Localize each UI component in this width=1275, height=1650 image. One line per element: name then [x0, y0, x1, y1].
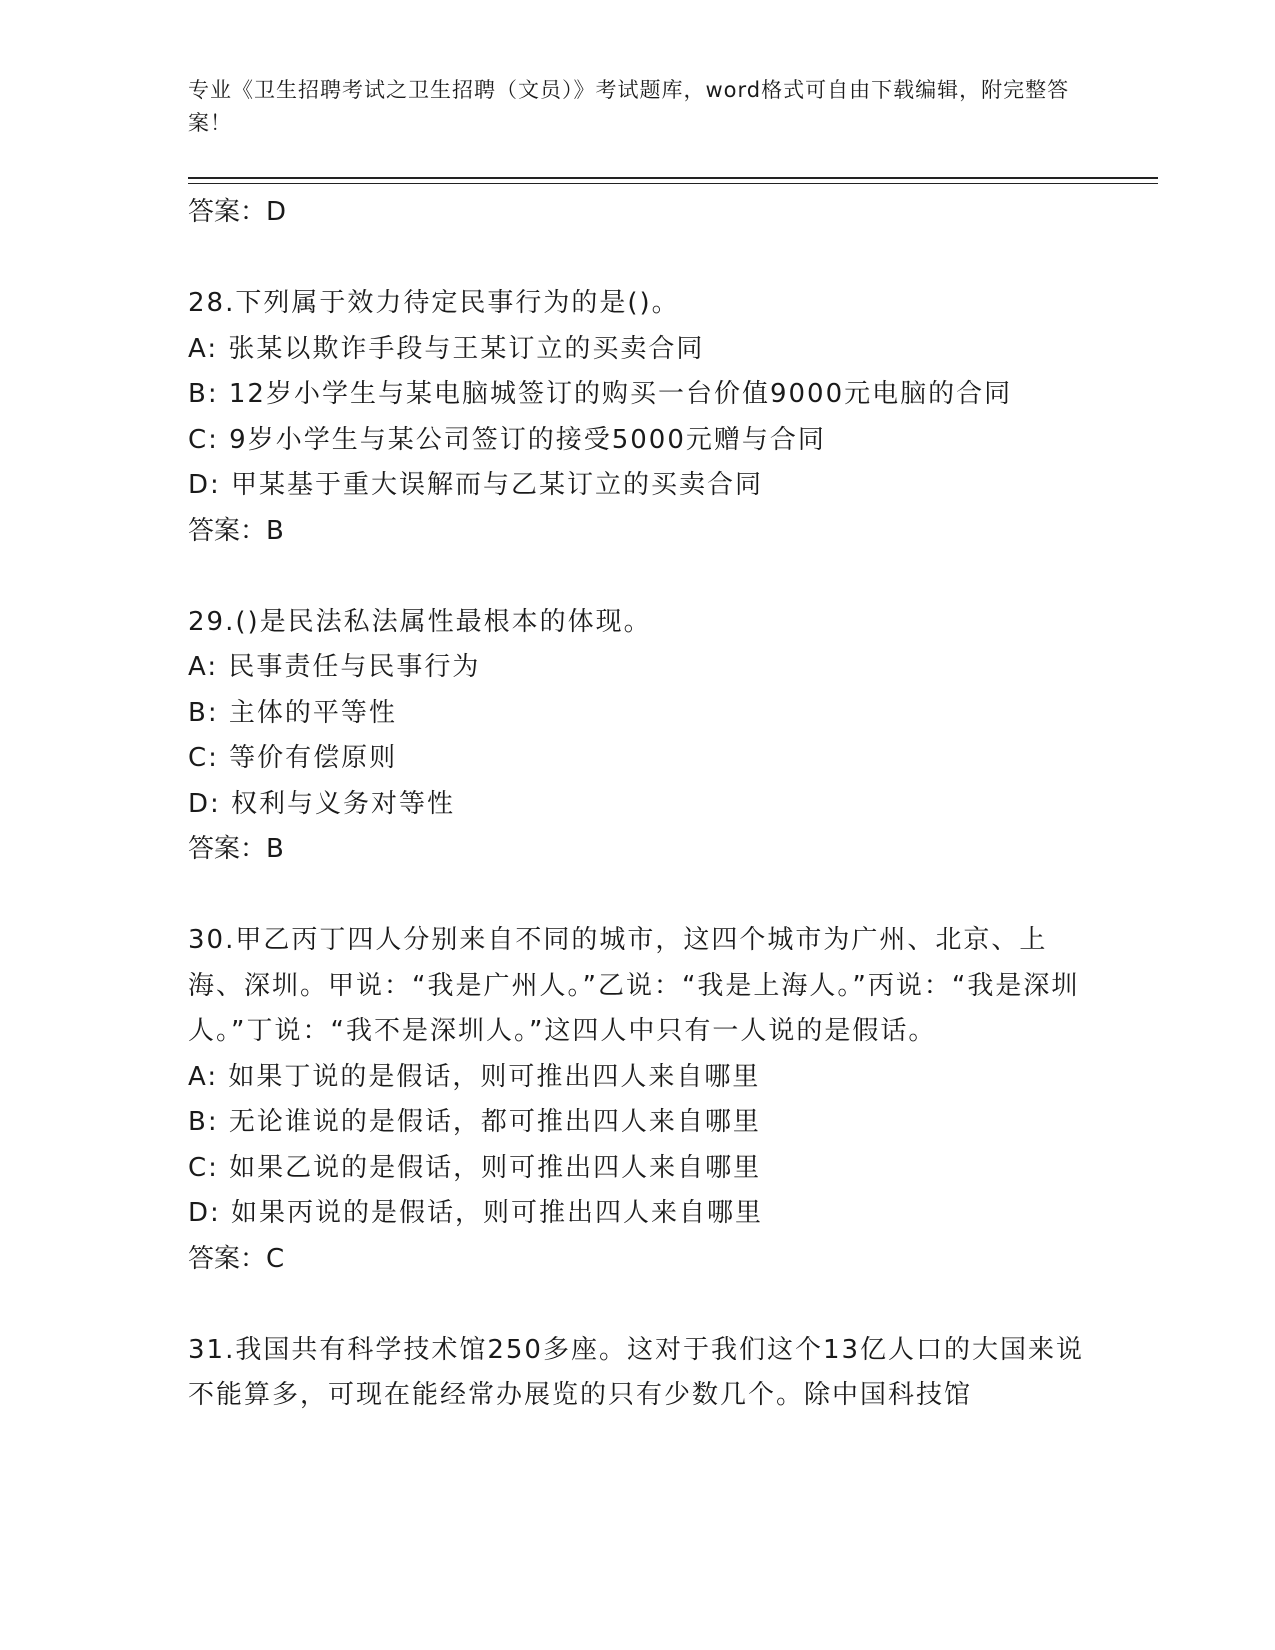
option-b: B: 主体的平等性 [188, 697, 397, 728]
answer: 答案：B [188, 834, 284, 864]
option-a: A: 张某以欺诈手段与王某订立的买卖合同 [188, 333, 705, 364]
question-stem: 28.下列属于效力待定民事行为的是()。 [188, 288, 680, 318]
option-c: C: 9岁小学生与某公司签订的接受5000元赠与合同 [188, 424, 826, 455]
option-d: D: 如果丙说的是假话，则可推出四人来自哪里 [188, 1198, 764, 1228]
question-list [188, 190, 1088, 1419]
answer: 答案：C [188, 1243, 285, 1274]
header-divider-thick [188, 177, 1158, 179]
header-divider-thin [188, 183, 1158, 184]
option-c: C: 等价有偿原则 [188, 743, 398, 773]
option-c: C: 如果乙说的是假话，则可推出四人来自哪里 [188, 1152, 762, 1183]
previous-answer: 答案：D [188, 197, 287, 227]
question-stem: 31.我国共有科学技术馆250多座。这对于我们这个13亿人口的大国来说不能算多，可现在能经常办展览的只有少数几个。除中国科技馆 [188, 1334, 1085, 1410]
question-stem: 30.甲乙丙丁四人分别来自不同的城市，这四个城市为广州、北京、上海、深圳。甲说：“我是广州人。”乙说：“我是上海人。”丙说：“我是深圳人。”丁说：“我不是深圳人。”这四人中只有一人说的是假话。 [188, 925, 1080, 1046]
option-b: B: 无论谁说的是假话，都可推出四人来自哪里 [188, 1107, 761, 1137]
page-header: 专业《卫生招聘考试之卫生招聘（文员）》考试题库，word格式可自由下载编辑，附完整答案！ [188, 78, 1070, 135]
question-30 [188, 918, 1088, 1282]
option-d: D: 甲某基于重大误解而与乙某订立的买卖合同 [188, 470, 764, 500]
question-stem: 29.()是民法私法属性最根本的体现。 [188, 606, 652, 637]
option-a: A: 如果丁说的是假话，则可推出四人来自哪里 [188, 1061, 761, 1092]
option-d: D: 权利与义务对等性 [188, 788, 456, 819]
question-31 [188, 1328, 1088, 1419]
answer: 答案：B [188, 515, 284, 546]
option-b: B: 12岁小学生与某电脑城签订的购买一台价值9000元电脑的合同 [188, 379, 1013, 409]
option-a: A: 民事责任与民事行为 [188, 652, 481, 682]
question-29 [188, 600, 1088, 873]
question-28 [188, 281, 1088, 554]
